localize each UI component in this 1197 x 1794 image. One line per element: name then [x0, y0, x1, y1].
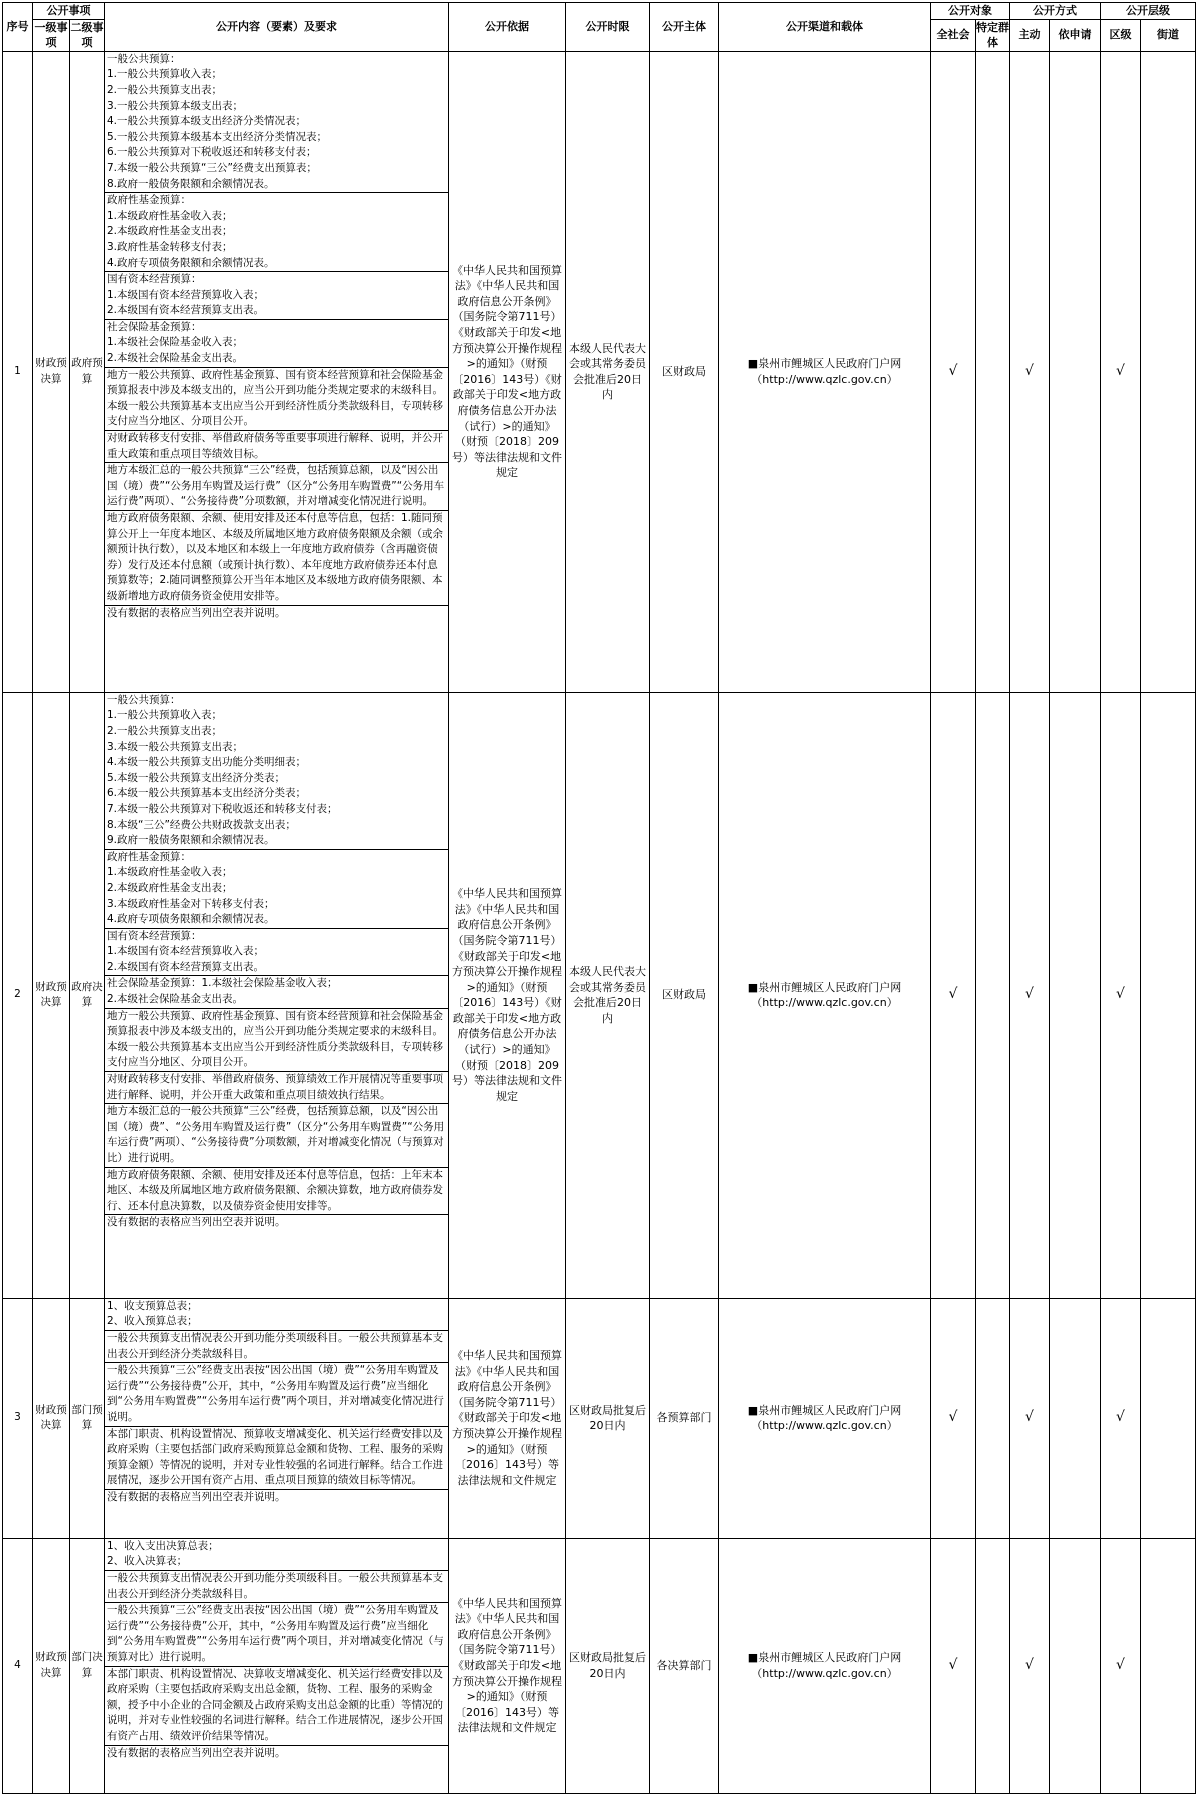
header-level-street: 街道	[1141, 19, 1196, 51]
content-line: 2.本级国有资本经营预算支出表。	[107, 304, 265, 317]
content-line: 一般公共预算：	[107, 693, 181, 706]
content-line: 2.本级社会保险基金支出表。	[107, 352, 244, 365]
content-block	[105, 1666, 448, 1745]
header-level-district: 区级	[1101, 19, 1141, 51]
content-line: 4.政府专项债务限额和余额情况表。	[107, 256, 275, 269]
content-line: 2.本级国有资本经营预算支出表。	[107, 960, 265, 973]
content-block	[105, 319, 448, 367]
row-content	[105, 1298, 449, 1538]
header-channel: 公开渠道和载体	[719, 3, 931, 52]
content-line: 4.一般公共预算本级支出经济分类情况表；	[107, 115, 307, 128]
row-mode-active-check: √	[1010, 51, 1050, 692]
row-level-district-check: √	[1101, 1538, 1141, 1793]
content-line: 2.本级政府性基金支出表；	[107, 225, 233, 238]
row-target-all-check: √	[931, 1298, 976, 1538]
row-channel: ■泉州市鲤城区人民政府门户网（http://www.qzlc.gov.cn）	[719, 1298, 931, 1538]
content-line: 2.一般公共预算支出表；	[107, 724, 223, 737]
row-channel: ■泉州市鲤城区人民政府门户网（http://www.qzlc.gov.cn）	[719, 51, 931, 692]
header-level1: 一级事项	[33, 19, 70, 51]
row-seq: 3	[3, 1298, 33, 1538]
row-subject: 区财政局	[650, 51, 719, 692]
content-block	[105, 1539, 448, 1570]
content-line: 政府性基金预算：	[107, 850, 191, 863]
content-block	[105, 430, 448, 462]
header-target-specific: 特定群体	[976, 19, 1010, 51]
row-subject: 各预算部门	[650, 1298, 719, 1538]
content-line: 1.一般公共预算收入表；	[107, 68, 223, 81]
content-block	[105, 605, 448, 622]
row-subject: 区财政局	[650, 692, 719, 1298]
content-line: 1.本级政府性基金收入表；	[107, 866, 233, 879]
content-line: 国有资本经营预算：	[107, 929, 202, 942]
content-block	[105, 1008, 448, 1071]
row-basis: 《中华人民共和国预算法》《中华人民共和国政府信息公开条例》（国务院令第711号）《财政部关于印发<地方预决算公开操作规程>的通知》（财预〔2016〕143号）《财政部关于印发<地方政府债务信息公开办法（试行）>的通知》（财预〔2018〕209号）等法律法规和文件规定	[449, 692, 566, 1298]
content-line: 3.本级政府性基金对下转移支付表；	[107, 897, 275, 910]
row-mode-active-check: √	[1010, 692, 1050, 1298]
row-target-specific-check	[976, 51, 1010, 692]
row-channel: ■泉州市鲤城区人民政府门户网（http://www.qzlc.gov.cn）	[719, 1538, 931, 1793]
content-block	[105, 1330, 448, 1362]
row-mode-request-check	[1050, 1298, 1101, 1538]
header-group-mode: 公开方式	[1010, 3, 1101, 20]
content-line: 8.本级“三公”经费公共财政拨款支出表；	[107, 818, 296, 831]
row-level2: 政府预算	[70, 51, 105, 692]
disclosure-table-document	[2, 2, 1195, 1794]
header-group-level: 公开层级	[1101, 3, 1196, 20]
row-level-district-check: √	[1101, 1298, 1141, 1538]
content-line: 国有资本经营预算：	[107, 273, 202, 286]
content-paragraph: 没有数据的表格应当列出空表并说明。	[107, 1490, 286, 1503]
content-line: 2.一般公共预算支出表；	[107, 83, 223, 96]
content-line: 2.本级政府性基金支出表；	[107, 881, 233, 894]
content-block	[105, 1426, 448, 1489]
row-level1: 财政预决算	[33, 1298, 70, 1538]
content-block	[105, 1214, 448, 1231]
row-level-district-check: √	[1101, 51, 1141, 692]
row-level-street-check	[1141, 1298, 1196, 1538]
content-paragraph: 一般公共预算支出情况表公开到功能分类项级科目。一般公共预算基本支出表公开到经济分类款级科目。	[107, 1571, 443, 1600]
table-row	[3, 51, 1196, 692]
header-basis: 公开依据	[449, 3, 566, 52]
content-line: 5.一般公共预算本级基本支出经济分类情况表；	[107, 130, 328, 143]
content-paragraph: 一般公共预算“三公”经费支出表按“因公出国（境）费”“公务用车购置及运行费”“公务接待费”公开，其中，“公务用车购置及运行费”应当细化到“公务用车购置费”“公务用车运行费”两个项目，并对增减变化情况进行说明。	[107, 1364, 444, 1423]
row-time-limit: 区财政局批复后20日内	[566, 1538, 650, 1793]
content-line: 4.政府专项债务限额和余额情况表。	[107, 913, 275, 926]
content-block	[105, 510, 448, 605]
content-paragraph: 地方政府债务限额、余额、使用安排及还本付息等信息，包括：1.随同预算公开上一年度本地区、本级及所属地区地方政府债务限额及余额（或余额预计执行数），以及本地区和本级上一年度地方政府债券（含再融资债券）发行及还本付息额（或预计执行数）、本年度地方政府债券还本付息预算数等；2.随同调整预算公开当年本地区及本级地方政府债务限额、本级新增地方政府债务资金使用安排等。	[107, 512, 443, 602]
content-block	[105, 192, 448, 271]
content-line: 1.一般公共预算收入表；	[107, 709, 223, 722]
content-line: 社会保险基金预算：	[107, 320, 202, 333]
row-basis: 《中华人民共和国预算法》《中华人民共和国政府信息公开条例》（国务院令第711号）《财政部关于印发<地方预决算公开操作规程>的通知》（财预〔2016〕143号）等法律法规和文件规定	[449, 1538, 566, 1793]
content-block	[105, 1570, 448, 1602]
content-block	[105, 367, 448, 430]
content-line: 1.本级社会保险基金收入表；	[107, 336, 244, 349]
row-level1: 财政预决算	[33, 1538, 70, 1793]
content-line: 6.本级一般公共预算基本支出经济分类表；	[107, 787, 307, 800]
row-basis: 《中华人民共和国预算法》《中华人民共和国政府信息公开条例》（国务院令第711号）《财政部关于印发<地方预决算公开操作规程>的通知》（财预〔2016〕143号）等法律法规和文件规定	[449, 1298, 566, 1538]
header-target-all: 全社会	[931, 19, 976, 51]
content-line: 1.本级国有资本经营预算收入表；	[107, 945, 265, 958]
content-paragraph: 地方本级汇总的一般公共预算“三公”经费，包括预算总额，以及“因公出国（境）费”、“公务用车购置及运行费”（区分“公务用车购置费”“公务用车运行费”两项）、“公务接待费”分项数额，并对增减变化情况（与预算对比）进行说明。	[107, 1105, 445, 1164]
row-mode-request-check	[1050, 1538, 1101, 1793]
header-mode-active: 主动	[1010, 19, 1050, 51]
content-paragraph: 没有数据的表格应当列出空表并说明。	[107, 1746, 286, 1759]
content-line: 1、收支预算总表；	[107, 1299, 198, 1312]
content-line: 1、收入支出决算总表；	[107, 1539, 219, 1552]
table-row	[3, 1538, 1196, 1793]
content-line: 1.本级国有资本经营预算收入表；	[107, 288, 265, 301]
content-block	[105, 928, 448, 976]
row-level-district-check: √	[1101, 692, 1141, 1298]
row-level-street-check	[1141, 1538, 1196, 1793]
content-line: 7.本级一般公共预算“三公”经费支出预算表；	[107, 161, 317, 174]
header-mode-request: 依申请	[1050, 19, 1101, 51]
row-level2: 政府决算	[70, 692, 105, 1298]
row-content	[105, 1538, 449, 1793]
content-line: 8.政府一般债务限额和余额情况表。	[107, 177, 275, 190]
content-line: 6.一般公共预算对下税收返还和转移支付表；	[107, 146, 317, 159]
content-line: 2、收入预算总表；	[107, 1315, 198, 1328]
content-block	[105, 1745, 448, 1762]
row-target-specific-check	[976, 1538, 1010, 1793]
row-target-specific-check	[976, 692, 1010, 1298]
row-level-street-check	[1141, 51, 1196, 692]
content-line: 2.本级社会保险基金支出表。	[107, 993, 244, 1006]
row-seq: 1	[3, 51, 33, 692]
row-basis: 《中华人民共和国预算法》《中华人民共和国政府信息公开条例》（国务院令第711号）《财政部关于印发<地方预决算公开操作规程>的通知》（财预〔2016〕143号）《财政部关于印发<地方政府债务信息公开办法（试行）>的通知》（财预〔2018〕209号）等法律法规和文件规定	[449, 51, 566, 692]
row-seq: 4	[3, 1538, 33, 1793]
content-block	[105, 462, 448, 510]
content-line: 一般公共预算：	[107, 52, 181, 65]
content-block	[105, 1299, 448, 1330]
row-target-specific-check	[976, 1298, 1010, 1538]
header-group-item: 公开事项	[33, 3, 105, 20]
content-paragraph: 地方一般公共预算、政府性基金预算、国有资本经营预算和社会保险基金预算报表中涉及本级支出的，应当公开到功能分类规定要求的末级科目。本级一般公共预算基本支出应当公开到经济性质分类款级科目，专项转移支付应当分地区、分项目公开。	[107, 1009, 443, 1069]
content-paragraph: 地方本级汇总的一般公共预算“三公”经费，包括预算总额，以及“因公出国（境）费”“公务用车购置及运行费”（区分“公务用车购置费”“公务用车运行费”两项）、“公务接待费”分项数额，并对增减变化情况进行说明。	[107, 464, 445, 508]
row-level1: 财政预决算	[33, 51, 70, 692]
row-level-street-check	[1141, 692, 1196, 1298]
row-target-all-check: √	[931, 1538, 976, 1793]
row-mode-request-check	[1050, 51, 1101, 692]
content-paragraph: 对财政转移支付安排、举借政府债务、预算绩效工作开展情况等重要事项进行解释、说明，并公开重大政策和重点项目绩效执行结果。	[107, 1073, 443, 1101]
content-line: 2、收入决算表；	[107, 1555, 188, 1568]
content-block	[105, 849, 448, 928]
header-subject: 公开主体	[650, 3, 719, 52]
row-level2: 部门预算	[70, 1298, 105, 1538]
header-seq: 序号	[3, 3, 33, 52]
content-paragraph: 地方政府债务限额、余额、使用安排及还本付息等信息，包括：上年末本地区、本级及所属地区地方政府债务限额、余额决算数，地方政府债券发行、还本付息决算数，以及债券资金使用安排等。	[107, 1168, 443, 1212]
content-line: 9.政府一般债务限额和余额情况表。	[107, 834, 275, 847]
content-line: 3.一般公共预算本级支出表；	[107, 99, 244, 112]
table-row	[3, 692, 1196, 1298]
row-subject: 各决算部门	[650, 1538, 719, 1793]
content-line: 1.本级政府性基金收入表；	[107, 209, 233, 222]
content-block	[105, 1362, 448, 1425]
row-time-limit: 区财政局批复后20日内	[566, 1298, 650, 1538]
row-time-limit: 本级人民代表大会或其常务委员会批准后20日内	[566, 51, 650, 692]
content-block	[105, 1602, 448, 1665]
content-block	[105, 1167, 448, 1215]
content-line: 政府性基金预算：	[107, 194, 191, 207]
content-block	[105, 1103, 448, 1166]
header-level2: 二级事项	[70, 19, 105, 51]
row-target-all-check: √	[931, 51, 976, 692]
content-line: 社会保险基金预算：1.本级社会保险基金收入表；	[107, 977, 338, 990]
row-mode-active-check: √	[1010, 1298, 1050, 1538]
content-line: 4.本级一般公共预算支出功能分类明细表；	[107, 756, 307, 769]
table-row	[3, 1298, 1196, 1538]
content-paragraph: 本部门职责、机构设置情况、预算收支增减变化、机关运行经费安排以及政府采购（主要包括部门政府采购预算总金额和货物、工程、服务的采购预算金额）等情况的说明，并对专业性较强的名词进行解释。结合工作进展情况，逐步公开国有资产占用、重点项目预算的绩效目标等情况。	[107, 1427, 443, 1487]
content-paragraph: 一般公共预算“三公”经费支出表按“因公出国（境）费”“公务用车购置及运行费”“公务接待费”公开，其中，“公务用车购置及运行费”应当细化到“公务用车购置费”“公务用车运行费”两个项目，并对增减变化情况（与预算对比）进行说明。	[107, 1604, 444, 1663]
content-paragraph: 对财政转移支付安排、举借政府债务等重要事项进行解释、说明，并公开重大政策和重点项目等绩效目标。	[107, 432, 443, 460]
header-content: 公开内容（要素）及要求	[105, 3, 449, 52]
content-line: 3.政府性基金转移支付表；	[107, 240, 233, 253]
row-level2: 部门决算	[70, 1538, 105, 1793]
content-block	[105, 1489, 448, 1506]
content-paragraph: 一般公共预算支出情况表公开到功能分类项级科目。一般公共预算基本支出表公开到经济分类款级科目。	[107, 1331, 443, 1360]
content-line: 3.本级一般公共预算支出表；	[107, 740, 244, 753]
content-line: 5.本级一般公共预算支出经济分类表；	[107, 771, 286, 784]
content-paragraph: 没有数据的表格应当列出空表并说明。	[107, 1216, 286, 1229]
header-group-target: 公开对象	[931, 3, 1010, 20]
row-seq: 2	[3, 692, 33, 1298]
content-block	[105, 52, 448, 192]
row-target-all-check: √	[931, 692, 976, 1298]
content-paragraph: 本部门职责、机构设置情况、决算收支增减变化、机关运行经费安排以及政府采购（主要包括政府采购支出总金额，货物、工程、服务的采购金额，授予中小企业的合同金额及占政府采购支出总金额的比重）等情况的说明，并对专业性较强的名词进行解释。结合工作进展情况，逐步公开国有资产占用、绩效评价结果等情况。	[107, 1667, 443, 1742]
row-content	[105, 692, 449, 1298]
content-block	[105, 693, 448, 849]
content-block	[105, 975, 448, 1007]
row-content	[105, 51, 449, 692]
row-channel: ■泉州市鲤城区人民政府门户网（http://www.qzlc.gov.cn）	[719, 692, 931, 1298]
content-block	[105, 271, 448, 319]
content-paragraph: 没有数据的表格应当列出空表并说明。	[107, 606, 286, 619]
content-block	[105, 1071, 448, 1103]
content-paragraph: 地方一般公共预算、政府性基金预算、国有资本经营预算和社会保险基金预算报表中涉及本级支出的，应当公开到功能分类规定要求的末级科目。本级一般公共预算基本支出应当公开到经济性质分类款级科目，专项转移支付应当分地区、分项目公开。	[107, 368, 443, 428]
row-time-limit: 本级人民代表大会或其常务委员会批准后20日内	[566, 692, 650, 1298]
row-mode-active-check: √	[1010, 1538, 1050, 1793]
row-level1: 财政预决算	[33, 692, 70, 1298]
content-line: 7.本级一般公共预算对下税收返还和转移支付表；	[107, 802, 338, 815]
row-mode-request-check	[1050, 692, 1101, 1298]
header-time-limit: 公开时限	[566, 3, 650, 52]
disclosure-table	[2, 2, 1196, 1794]
